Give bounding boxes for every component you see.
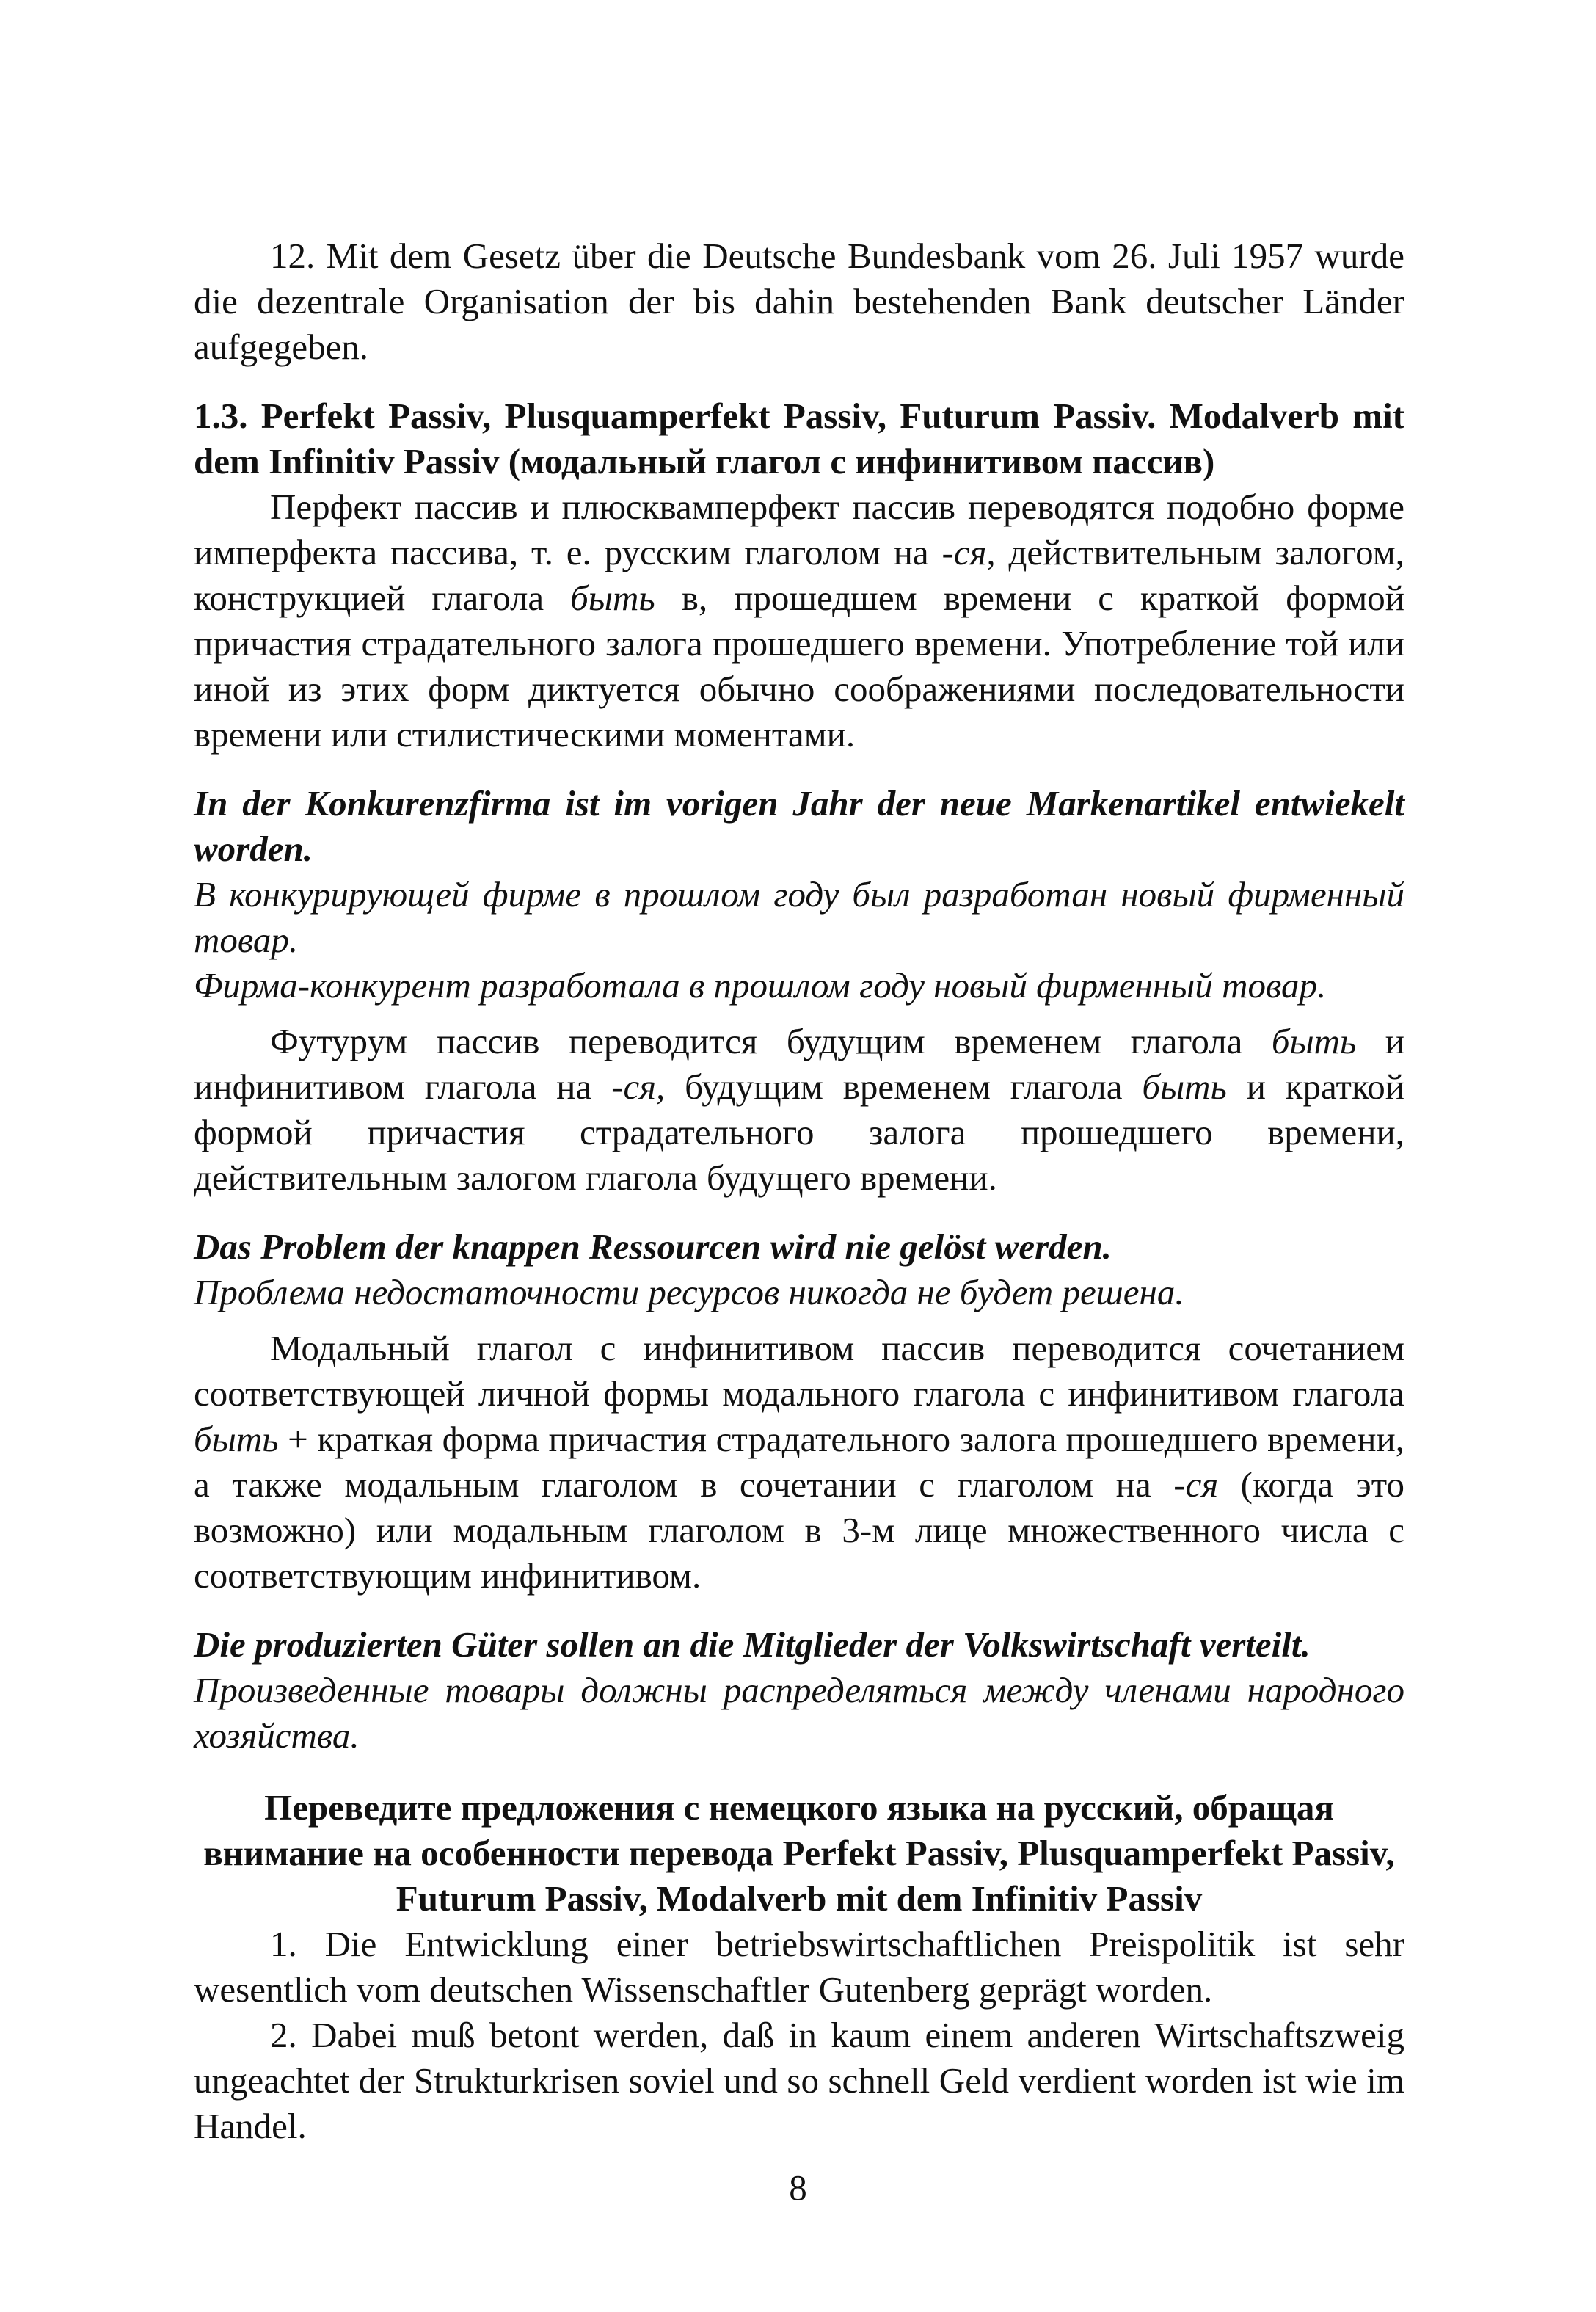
paragraph-modalverb	[194, 1326, 1404, 1599]
italic-term: быть	[194, 1419, 279, 1459]
italic-term: -ся,	[611, 1066, 666, 1107]
text-run: в, прошедшем времени с краткой формой причастия страдательного залога прошедшего времени. Употребление той или иной из этих форм диктуется обычно соображениями последовательности времени или стилистическими моментами.	[194, 578, 1404, 755]
example-russian-3: Произведенные товары должны распределяться между членами народного хозяйства.	[194, 1670, 1404, 1756]
task-item-1: 1. Die Entwicklung einer betriebswirtschaftlichen Preispolitik ist sehr wesentlich vom deutschen Wissenschaftler Gutenberg geprägt worden.	[194, 1924, 1404, 2010]
text-run: действительным залогом, конструкцией глагола	[194, 532, 1404, 618]
task-heading: Переведите предложения с немецкого языка на русский, обращая внимание на особенности перевода Perfekt Passiv, Plusquamperfekt Passiv, Futurum Passiv, Modalverb mit dem Infinitiv Passiv	[203, 1787, 1395, 1919]
italic-term: быть	[1271, 1021, 1357, 1061]
page-content	[194, 233, 1404, 2149]
example-russian-1a: В конкурирующей фирме в прошлом году был разработан новый фирменный товар.	[194, 874, 1404, 960]
text-run: Перфект пассив и плюсквамперфект пассив переводятся подобно форме имперфекта пассива, т. е. русским глаголом на	[194, 487, 1404, 572]
example-german-2: Das Problem der knappen Ressourcen wird nie gelöst werden.	[194, 1226, 1112, 1267]
text-run: и краткой формой причастия страдательного залога прошедшего времени, действительным залогом глагола будущего времени.	[194, 1066, 1404, 1198]
text-run: Модальный глагол с инфинитивом пассив переводится сочетанием соответствующей личной формы модального глагола с инфинитивом глагола	[194, 1328, 1404, 1414]
text-run: (когда это возможно) или модальным глаголом в 3-м лице множественного числа с соответствующим инфинитивом.	[194, 1464, 1404, 1596]
example-russian-2: Проблема недостаточности ресурсов никогда не будет решена.	[194, 1272, 1184, 1312]
example-german-3: Die produzierten Güter sollen an die Mitglieder der Volkswirtschaft verteilt.	[194, 1624, 1311, 1665]
example-german-1: In der Konkurenzfirma ist im vorigen Jahr der neue Markenartikel entwiekelt worden.	[194, 783, 1404, 869]
italic-term: -ся,	[941, 532, 996, 572]
section-heading: 1.3. Perfekt Passiv, Plusquamperfekt Passiv, Futurum Passiv. Modalverb mit dem Infinitiv Passiv (модальный глагол с инфинитивом пассив)	[194, 396, 1404, 481]
text-run: Футурум пассив переводится будущим временем глагола	[270, 1021, 1272, 1061]
example-russian-1b: Фирма-конкурент разработала в прошлом году новый фирменный товар.	[194, 965, 1327, 1006]
italic-term: быть	[1142, 1066, 1227, 1107]
task-item-2: 2. Dabei muß betont werden, daß in kaum einem anderen Wirtschaftszweig ungeachtet der Strukturkrisen soviel und so schnell Geld verdient worden ist wie im Handel.	[194, 2015, 1404, 2146]
intro-item-12: 12. Mit dem Gesetz über die Deutsche Bundesbank vom 26. Juli 1957 wurde die dezentrale Organisation der bis dahin bestehenden Bank deutscher Länder aufgegeben.	[194, 236, 1404, 367]
text-run: + краткая форма причастия страдательного залога прошедшего времени, а также модальным глаголом в сочетании с глаголом на	[194, 1419, 1404, 1505]
paragraph-futurum-passiv	[194, 1019, 1404, 1201]
italic-term: быть	[570, 578, 655, 618]
text-run: будущим временем глагола	[665, 1066, 1143, 1107]
paragraph-perfekt-passiv	[194, 484, 1404, 757]
text-run: и инфинитивом глагола на	[194, 1021, 1404, 1107]
italic-term: -ся	[1173, 1464, 1219, 1505]
page-number: 8	[789, 2167, 807, 2208]
